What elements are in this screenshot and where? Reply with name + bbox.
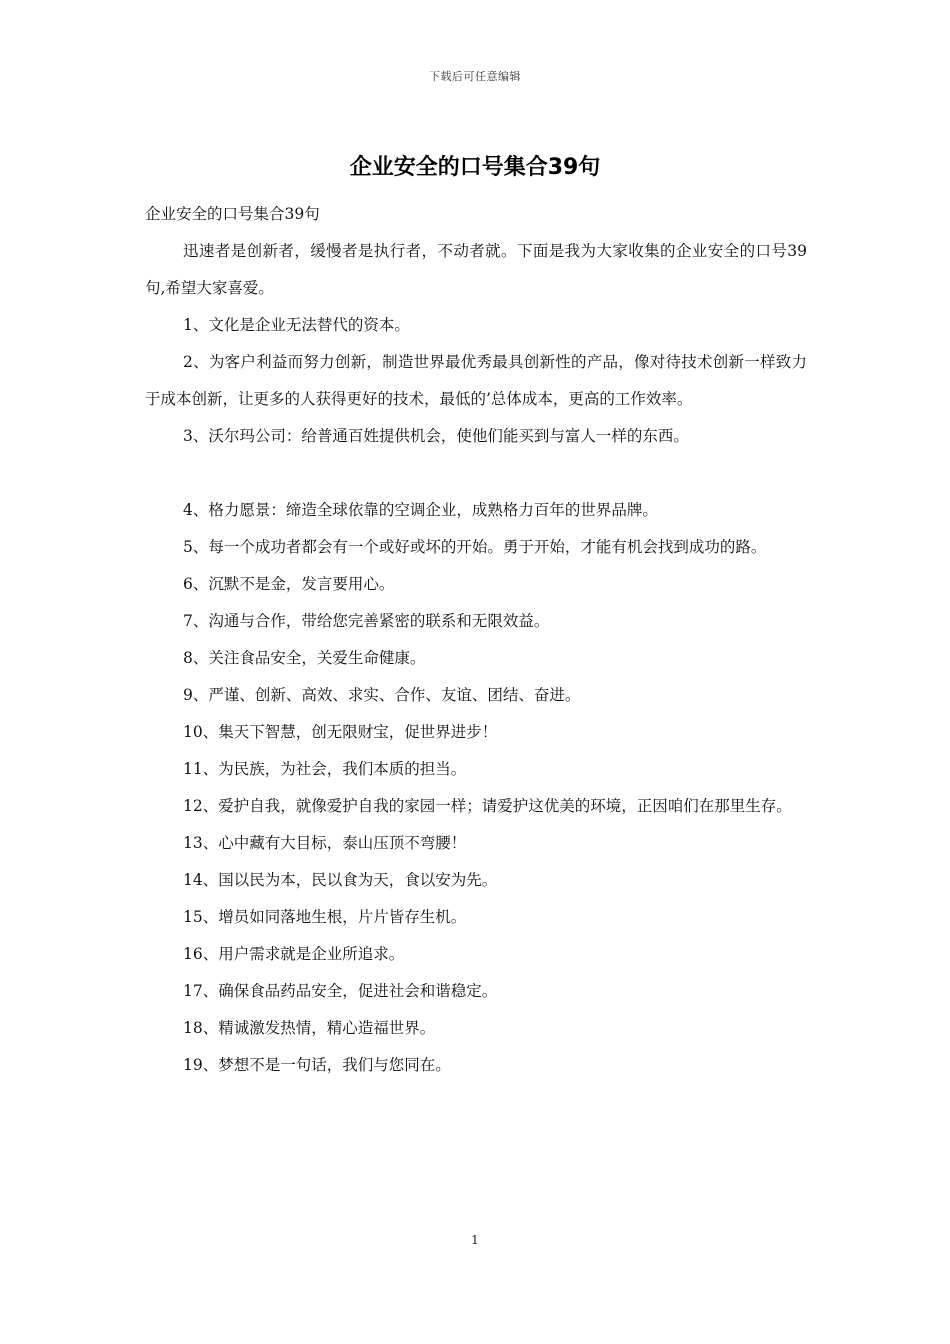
list-item: 9、严谨、创新、高效、求实、合作、友谊、团结、奋进。 [183, 686, 581, 704]
list-item: 14、国以民为本，民以食为天，食以安为先。 [183, 871, 498, 889]
intro-paragraph: 迅速者是创新者，缓慢者是执行者，不动者就。下面是我为大家收集的企业安全的口号39句,希望大家喜爱。 [145, 242, 807, 297]
list-item: 8、关注食品安全，关爱生命健康。 [183, 649, 426, 667]
blank-line [145, 455, 807, 492]
list-item: 19、梦想不是一句话，我们与您同在。 [183, 1056, 451, 1074]
list-item: 12、爱护自我，就像爱护自我的家园一样；请爱护这优美的环境，正因咱们在那里生存。 [183, 797, 792, 815]
list-item: 11、为民族，为社会，我们本质的担当。 [183, 760, 467, 778]
list-item: 6、沉默不是金，发言要用心。 [183, 575, 395, 593]
list-item: 4、格力愿景：缔造全球依靠的空调企业，成熟格力百年的世界品牌。 [183, 501, 658, 519]
page-number: 1 [471, 1233, 479, 1247]
list-item: 7、沟通与合作，带给您完善紧密的联系和无限效益。 [183, 612, 550, 630]
list-item: 18、精诚激发热情，精心造福世界。 [183, 1019, 436, 1037]
list-item: 13、心中藏有大目标，泰山压顶不弯腰！ [183, 834, 467, 852]
document-body [145, 196, 807, 1084]
list-item: 15、增员如同落地生根，片片皆存生机。 [183, 908, 467, 926]
document-subtitle: 企业安全的口号集合39句 [145, 205, 320, 223]
list-item: 3、沃尔玛公司：给普通百姓提供机会，使他们能买到与富人一样的东西。 [183, 427, 689, 445]
list-item: 2、为客户利益而努力创新，制造世界最优秀最具创新性的产品，像对待技术创新一样致力于成本创新，让更多的人获得更好的技术，最低的’总体成本，更高的工作效率。 [145, 353, 807, 408]
list-item: 16、用户需求就是企业所追求。 [183, 945, 405, 963]
list-item: 10、集天下智慧，创无限财宝，促世界进步！ [183, 723, 498, 741]
list-item: 1、文化是企业无法替代的资本。 [183, 316, 410, 334]
list-item: 17、确保食品药品安全，促进社会和谐稳定。 [183, 982, 498, 1000]
document-title: 企业安全的口号集合39句 [349, 155, 601, 180]
header-note: 下载后可任意编辑 [429, 70, 521, 83]
list-item: 5、每一个成功者都会有一个或好或坏的开始。勇于开始，才能有机会找到成功的路。 [183, 538, 767, 556]
